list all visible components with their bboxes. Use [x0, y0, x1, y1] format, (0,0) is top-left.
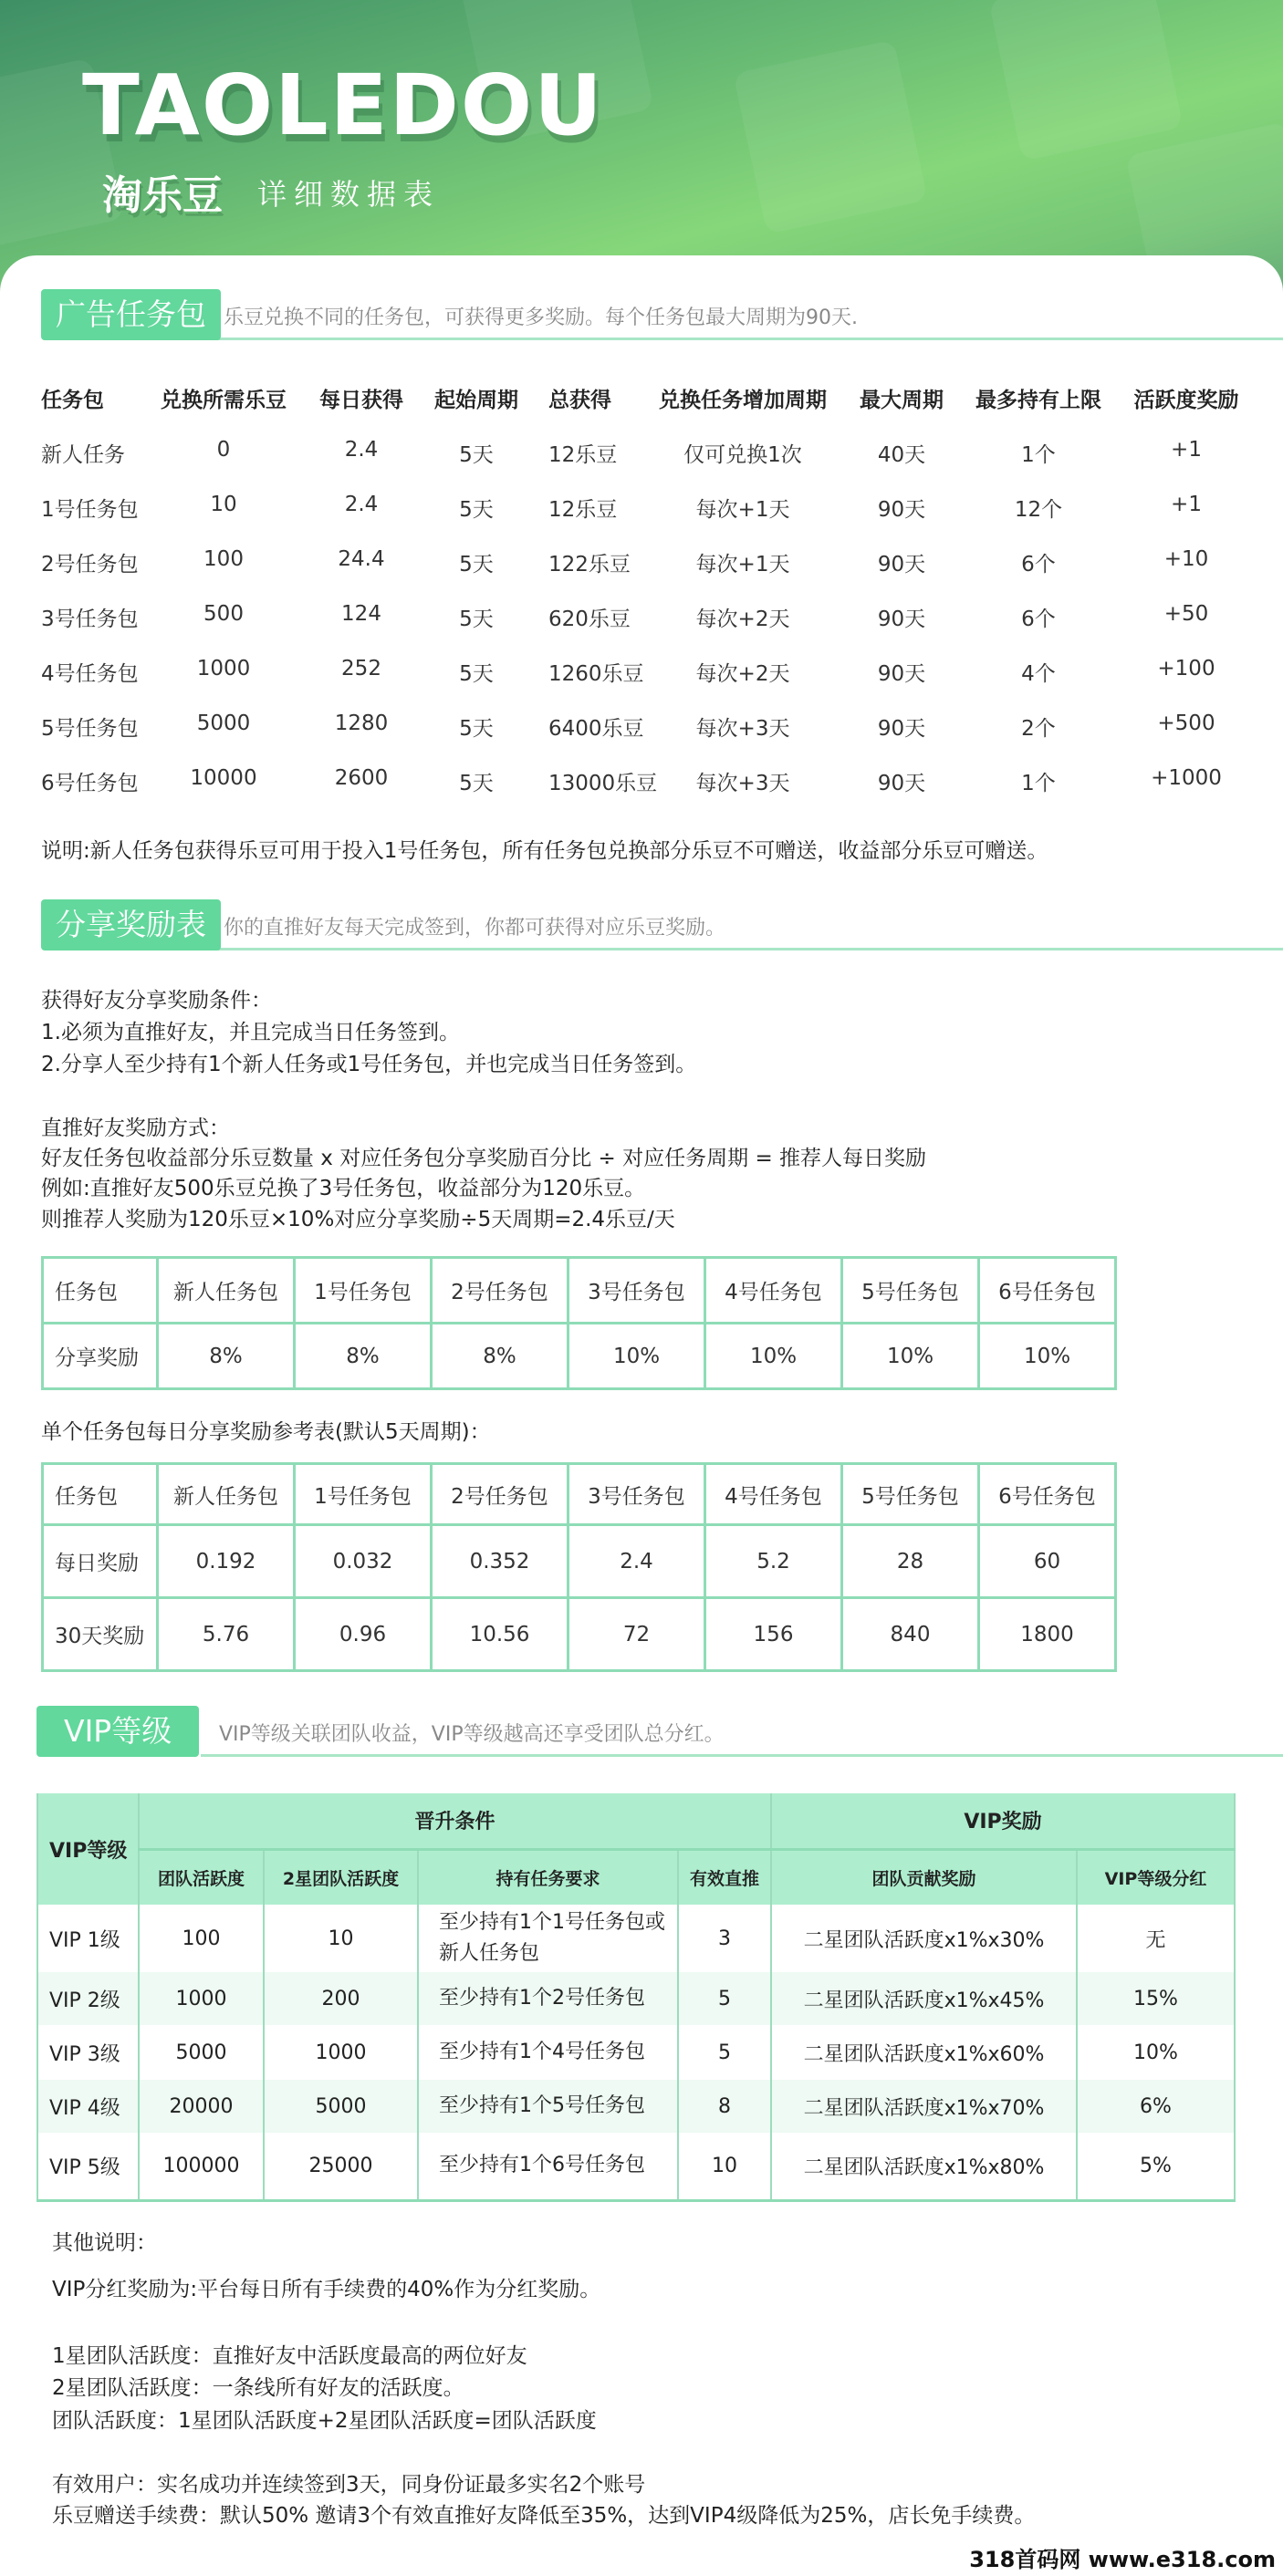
column-header: 5号任务包 — [842, 1258, 979, 1324]
table-cell: 每次+3天 — [695, 772, 790, 795]
column-header: 4号任务包 — [705, 1258, 842, 1324]
table-cell: 仅可兑换1次 — [683, 443, 802, 467]
row-label: 新人任务 — [41, 443, 125, 467]
column-header: 每日获得 — [319, 389, 403, 412]
table-cell: 5 — [678, 1972, 771, 2025]
brand-title: TAOLEDOU — [82, 57, 604, 154]
table-cell: 至少持有1个5号任务包 — [418, 2080, 678, 2133]
share-line: 例如:直推好友500乐豆兑换了3号任务包，收益部分为120乐豆。 — [41, 1177, 646, 1200]
column-header: 兑换任务增加周期 — [659, 389, 827, 412]
table-cell: 5天 — [459, 662, 494, 686]
column-header: 兑换所需乐豆 — [161, 389, 287, 412]
column-header: 总获得 — [548, 389, 611, 412]
table-cell: 1000 — [139, 1972, 264, 2025]
column-header: 任务包 — [41, 389, 104, 412]
table-cell: 100000 — [139, 2133, 264, 2200]
section-header-vip — [37, 1706, 1283, 1759]
table-cell: 至少持有1个1号任务包或新人任务包 — [418, 1905, 678, 1972]
table-cell: 2.4 — [344, 438, 379, 462]
vip-level: VIP 4级 — [37, 2080, 139, 2133]
table-cell: 至少持有1个4号任务包 — [418, 2025, 678, 2080]
watermark: 318首码网 www.e318.com — [969, 2547, 1276, 2572]
share-line: 获得好友分享奖励条件： — [41, 989, 272, 1013]
table-cell: 5 — [678, 2025, 771, 2080]
column-header: 3号任务包 — [568, 1464, 705, 1525]
table-cell: 10 — [210, 493, 237, 516]
column-header: 有效直推 — [678, 1849, 771, 1905]
column-header: 新人任务包 — [158, 1464, 295, 1525]
column-header: 最多持有上限 — [975, 389, 1101, 412]
table-cell: 1000 — [264, 2025, 418, 2080]
column-header: 最大周期 — [860, 389, 944, 412]
vip-note: 团队活跃度：1星团队活跃度+2星团队活跃度=团队活跃度 — [52, 2409, 597, 2433]
share-percent-table — [41, 1256, 1117, 1390]
table-cell: 10 — [678, 2133, 771, 2200]
share-line: 直推好友奖励方式： — [41, 1117, 230, 1140]
header-promotion: 晋升条件 — [139, 1793, 771, 1849]
column-header: 活跃度奖励 — [1133, 389, 1239, 412]
table-cell: 二星团队活跃度x1%x45% — [771, 1972, 1077, 2025]
table-cell: 6个 — [1021, 553, 1056, 576]
share-line: 好友任务包收益部分乐豆数量 x 对应任务包分享奖励百分比 ÷ 对应任务周期 = 推荐人每日奖励 — [41, 1147, 927, 1170]
decor-tile — [988, 0, 1183, 161]
table-cell: 二星团队活跃度x1%x30% — [771, 1905, 1077, 1972]
column-header: 4号任务包 — [705, 1464, 842, 1525]
table-cell: 1个 — [1021, 443, 1056, 467]
table-cell: 6% — [1077, 2080, 1235, 2133]
table-cell: 1000 — [196, 657, 251, 680]
table-cell: 8% — [295, 1324, 432, 1389]
table-cell: +1 — [1171, 438, 1202, 462]
table-cell: 72 — [568, 1598, 705, 1671]
table-cell: 620乐豆 — [548, 608, 631, 631]
table-cell: 1个 — [1021, 772, 1056, 795]
table-row — [37, 2025, 1235, 2080]
table-cell: 60 — [979, 1525, 1116, 1598]
table-cell: 6个 — [1021, 608, 1056, 631]
table-cell: 5天 — [459, 553, 494, 576]
table-cell: 156 — [705, 1598, 842, 1671]
column-header: 持有任务要求 — [418, 1849, 678, 1905]
table-cell: 90天 — [877, 498, 926, 522]
table-cell: 0.352 — [432, 1525, 568, 1598]
table-cell: 0 — [216, 438, 231, 462]
column-header: 1号任务包 — [295, 1258, 432, 1324]
table-row — [37, 2080, 1235, 2133]
table-cell: 100 — [203, 547, 244, 571]
table-cell: 5.2 — [705, 1525, 842, 1598]
table-row — [43, 1464, 1116, 1525]
vip-note: 乐豆赠送手续费：默认50% 邀请3个有效直推好友降低至35%，达到VIP4级降低为25%，店长免手续费。 — [52, 2504, 1036, 2528]
ref-table-title: 单个任务包每日分享奖励参考表(默认5天周期)： — [41, 1420, 491, 1444]
section-header-share — [41, 899, 1283, 952]
table-cell: 90天 — [877, 608, 926, 631]
vip-note: 其他说明： — [52, 2231, 157, 2255]
column-header: 3号任务包 — [568, 1258, 705, 1324]
table-row — [43, 1525, 1116, 1598]
table-cell: 每次+2天 — [695, 662, 790, 686]
table-cell: 5天 — [459, 772, 494, 795]
brand-cn-name: 淘乐豆 — [102, 172, 223, 219]
table-cell: 15% — [1077, 1972, 1235, 2025]
table-cell: 5000 — [264, 2080, 418, 2133]
header-vip-reward: VIP奖励 — [771, 1793, 1235, 1849]
vip-level: VIP 2级 — [37, 1972, 139, 2025]
row-label: 每日奖励 — [43, 1525, 158, 1598]
column-header: 任务包 — [43, 1464, 158, 1525]
table-cell: 25000 — [264, 2133, 418, 2200]
table-cell: 90天 — [877, 662, 926, 686]
table-cell: 每次+1天 — [695, 553, 790, 576]
column-header: 团队活跃度 — [139, 1849, 264, 1905]
table-cell: 122乐豆 — [548, 553, 631, 576]
table-cell: 2个 — [1021, 717, 1056, 741]
table-cell: 每次+3天 — [695, 717, 790, 741]
table-cell: 1800 — [979, 1598, 1116, 1671]
table-cell: 2.4 — [344, 493, 379, 516]
table-cell: 8% — [432, 1324, 568, 1389]
table-cell: 24.4 — [338, 547, 385, 571]
table-cell: 8% — [158, 1324, 295, 1389]
table-cell: 4个 — [1021, 662, 1056, 686]
vip-level-table — [37, 1793, 1236, 2202]
table-cell: 0.192 — [158, 1525, 295, 1598]
table-cell: 10% — [1077, 2025, 1235, 2080]
share-line: 则推荐人奖励为120乐豆×10%对应分享奖励÷5天周期=2.4乐豆/天 — [41, 1208, 675, 1231]
column-header: 1号任务包 — [295, 1464, 432, 1525]
share-line: 1.必须为直推好友，并且完成当日任务签到。 — [41, 1021, 460, 1044]
column-header: 任务包 — [43, 1258, 158, 1324]
table-cell: +50 — [1163, 602, 1209, 626]
table-cell: 二星团队活跃度x1%x70% — [771, 2080, 1077, 2133]
table-cell: 10% — [842, 1324, 979, 1389]
table-cell: 每次+2天 — [695, 608, 790, 631]
table-cell: 500 — [203, 602, 244, 626]
table-cell: 二星团队活跃度x1%x80% — [771, 2133, 1077, 2200]
table-row — [37, 1972, 1235, 2025]
table-cell: 至少持有1个2号任务包 — [418, 1972, 678, 2025]
table-cell: 二星团队活跃度x1%x60% — [771, 2025, 1077, 2080]
divider — [201, 1754, 1283, 1757]
table-cell: 12乐豆 — [548, 443, 618, 467]
section-tag: 广告任务包 — [41, 289, 221, 340]
table-row — [37, 1905, 1235, 1972]
vip-level: VIP 5级 — [37, 2133, 139, 2200]
section-desc: 乐豆兑换不同的任务包，可获得更多奖励。每个任务包最大周期为90天. — [224, 306, 858, 329]
table-cell: 28 — [842, 1525, 979, 1598]
section-header-ad — [41, 289, 1283, 342]
table-cell: 3 — [678, 1905, 771, 1972]
column-header: 新人任务包 — [158, 1258, 295, 1324]
column-header: 2星团队活跃度 — [264, 1849, 418, 1905]
row-label: 2号任务包 — [41, 553, 139, 576]
divider — [205, 338, 1283, 340]
table-cell: 200 — [264, 1972, 418, 2025]
column-header: 团队贡献奖励 — [771, 1849, 1077, 1905]
table-cell: 840 — [842, 1598, 979, 1671]
table-cell: 每次+1天 — [695, 498, 790, 522]
share-reference-table — [41, 1462, 1117, 1672]
table-cell: 5.76 — [158, 1598, 295, 1671]
table-cell: 0.032 — [295, 1525, 432, 1598]
table-cell: +500 — [1157, 712, 1215, 735]
vip-note: VIP分红奖励为:平台每日所有手续费的40%作为分红奖励。 — [52, 2278, 601, 2301]
table-cell: 12个 — [1014, 498, 1063, 522]
table-cell: 5天 — [459, 608, 494, 631]
table-cell: 5000 — [196, 712, 251, 735]
decor-tile — [733, 39, 927, 234]
table-cell: 无 — [1077, 1905, 1235, 1972]
table-cell: 10 — [264, 1905, 418, 1972]
table-cell: 2.4 — [568, 1525, 705, 1598]
section-tag: VIP等级 — [37, 1706, 199, 1757]
table-cell: 5% — [1077, 2133, 1235, 2200]
table-cell: 10000 — [190, 766, 257, 790]
table-cell: +100 — [1157, 657, 1215, 680]
page-subtitle: 详细数据表 — [257, 177, 441, 212]
table-cell: 10% — [979, 1324, 1116, 1389]
table-cell: 6400乐豆 — [548, 717, 644, 741]
section-tag: 分享奖励表 — [41, 899, 221, 950]
table-cell: 90天 — [877, 717, 926, 741]
table-row — [43, 1258, 1116, 1324]
share-line: 2.分享人至少持有1个新人任务或1号任务包，并也完成当日任务签到。 — [41, 1053, 697, 1076]
table-cell: 100 — [139, 1905, 264, 1972]
section-desc: 你的直推好友每天完成签到，你都可获得对应乐豆奖励。 — [224, 917, 726, 940]
table-cell: 20000 — [139, 2080, 264, 2133]
table-cell: 13000乐豆 — [548, 772, 658, 795]
row-label: 3号任务包 — [41, 608, 139, 631]
column-header: 2号任务包 — [432, 1464, 568, 1525]
column-header: 6号任务包 — [979, 1464, 1116, 1525]
table-cell: 10% — [705, 1324, 842, 1389]
table-cell: 40天 — [877, 443, 926, 467]
table-cell: 12乐豆 — [548, 498, 618, 522]
row-label: 5号任务包 — [41, 717, 139, 741]
row-label: 1号任务包 — [41, 498, 139, 522]
row-label: 30天奖励 — [43, 1598, 158, 1671]
row-label: 分享奖励 — [43, 1324, 158, 1389]
table-cell: 1280 — [334, 712, 389, 735]
table-row — [43, 1598, 1116, 1671]
table-cell: +1 — [1171, 493, 1202, 516]
header-vip-level: VIP等级 — [37, 1793, 139, 1905]
row-label: 6号任务包 — [41, 772, 139, 795]
column-header: 起始周期 — [434, 389, 518, 412]
table-row — [37, 2133, 1235, 2200]
column-header: 2号任务包 — [432, 1258, 568, 1324]
column-header: 5号任务包 — [842, 1464, 979, 1525]
vip-level: VIP 1级 — [37, 1905, 139, 1972]
row-label: 4号任务包 — [41, 662, 139, 686]
table-cell: 1260乐豆 — [548, 662, 644, 686]
table-cell: 5天 — [459, 498, 494, 522]
ad-note: 说明:新人任务包获得乐豆可用于投入1号任务包，所有任务包兑换部分乐豆不可赠送，收益部分乐豆可赠送。 — [41, 839, 1048, 863]
table-cell: +10 — [1163, 547, 1209, 571]
table-cell: 8 — [678, 2080, 771, 2133]
vip-level: VIP 3级 — [37, 2025, 139, 2080]
column-header: VIP等级分红 — [1077, 1849, 1235, 1905]
table-cell: 90天 — [877, 772, 926, 795]
section-desc: VIP等级关联团队收益，VIP等级越高还享受团队总分红。 — [219, 1723, 725, 1746]
column-header: 6号任务包 — [979, 1258, 1116, 1324]
table-cell: 2600 — [334, 766, 389, 790]
table-cell: 0.96 — [295, 1598, 432, 1671]
table-cell: +1000 — [1151, 766, 1222, 790]
table-cell: 90天 — [877, 553, 926, 576]
table-cell: 5天 — [459, 443, 494, 467]
divider — [205, 948, 1283, 950]
table-cell: 10% — [568, 1324, 705, 1389]
table-cell: 5天 — [459, 717, 494, 741]
table-cell: 5000 — [139, 2025, 264, 2080]
table-cell: 至少持有1个6号任务包 — [418, 2133, 678, 2200]
table-cell: 10.56 — [432, 1598, 568, 1671]
table-cell: 252 — [341, 657, 381, 680]
table-row — [43, 1324, 1116, 1389]
table-cell: 124 — [341, 602, 381, 626]
vip-note: 2星团队活跃度：一条线所有好友的活跃度。 — [52, 2376, 464, 2400]
vip-note: 有效用户：实名成功并连续签到3天，同身份证最多实名2个账号 — [52, 2473, 646, 2497]
vip-note: 1星团队活跃度：直推好友中活跃度最高的两位好友 — [52, 2344, 527, 2368]
